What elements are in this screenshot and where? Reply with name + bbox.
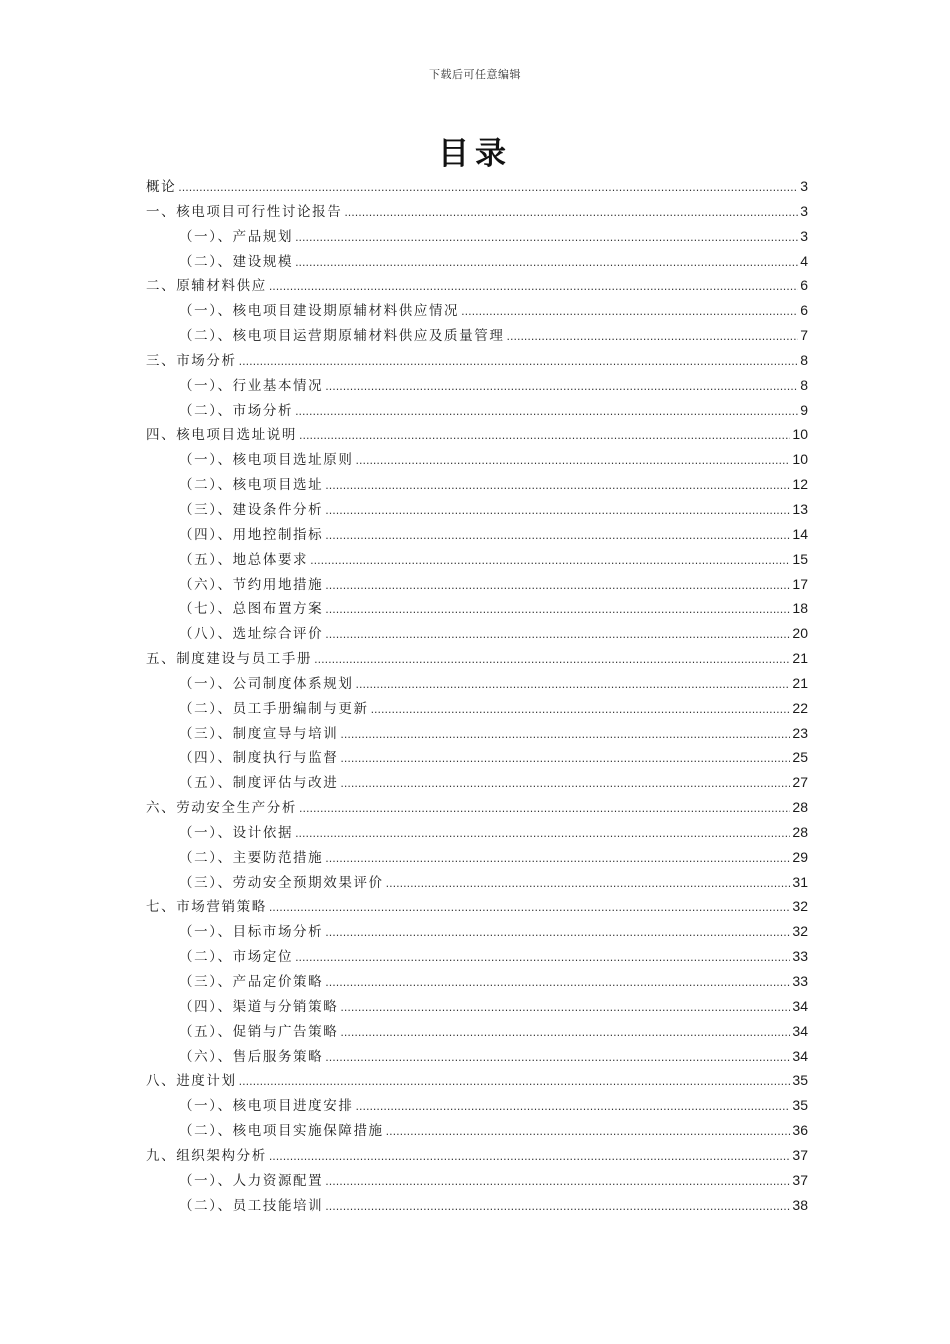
toc-entry-label: 二、原辅材料供应 (146, 278, 267, 295)
toc-entry-label: （六）、售后服务策略 (179, 1048, 324, 1065)
toc-entry-label: 一、核电项目可行性讨论报告 (146, 203, 343, 220)
toc-entry-label: （一）、人力资源配置 (179, 1172, 324, 1189)
toc-section-entry[interactable] (146, 770, 808, 795)
toc-dot-leader (295, 250, 798, 276)
toc-page-number: 14 (792, 525, 808, 542)
toc-page-number: 3 (800, 202, 808, 219)
toc-page-number: 34 (792, 1022, 808, 1039)
toc-dot-leader (371, 697, 791, 723)
toc-page-number: 32 (792, 923, 808, 940)
toc-section-entry[interactable] (146, 994, 808, 1019)
toc-chapter-entry[interactable] (146, 894, 808, 919)
toc-entry-label: （二）、员工手册编制与更新 (179, 700, 369, 717)
toc-section-entry[interactable] (146, 944, 808, 969)
toc-page-number: 25 (792, 749, 808, 766)
toc-section-entry[interactable] (146, 522, 808, 547)
toc-section-entry[interactable] (146, 572, 808, 597)
toc-page-number: 17 (792, 575, 808, 592)
toc-entry-label: （二）、核电项目实施保障措施 (179, 1123, 384, 1140)
toc-chapter-entry[interactable] (146, 174, 808, 199)
toc-section-entry[interactable] (146, 249, 808, 274)
toc-section-entry[interactable] (146, 1118, 808, 1143)
toc-page-number: 21 (792, 674, 808, 691)
toc-dot-leader (386, 871, 791, 897)
toc-chapter-entry[interactable] (146, 795, 808, 820)
toc-entry-label: 九、组织架构分析 (146, 1147, 267, 1164)
toc-entry-label: （五）、制度评估与改进 (179, 775, 339, 792)
toc-dot-leader (386, 1119, 791, 1145)
toc-chapter-entry[interactable] (146, 646, 808, 671)
toc-entry-label: （三）、产品定价策略 (179, 974, 324, 990)
toc-page-number: 10 (792, 426, 808, 443)
toc-page-number: 29 (792, 848, 808, 865)
toc-dot-leader (295, 399, 798, 425)
toc-section-entry[interactable] (146, 547, 808, 572)
toc-dot-leader (314, 647, 790, 673)
toc-chapter-entry[interactable] (146, 199, 808, 224)
toc-page-number: 37 (792, 1146, 808, 1163)
toc-page-number: 35 (792, 1072, 808, 1089)
toc-dot-leader (239, 1069, 791, 1095)
toc-entry-label: （一）、产品规划 (179, 228, 294, 245)
toc-section-entry[interactable] (146, 621, 808, 646)
toc-dot-leader (340, 722, 790, 748)
toc-section-entry[interactable] (146, 1093, 808, 1118)
toc-section-entry[interactable] (146, 745, 808, 770)
toc-dot-leader (178, 175, 798, 201)
toc-entry-label: （一）、核电项目进度安排 (179, 1098, 354, 1115)
toc-dot-leader (269, 274, 798, 300)
toc-page-number: 8 (800, 351, 808, 368)
toc-section-entry[interactable] (146, 1044, 808, 1069)
toc-dot-leader (340, 746, 790, 772)
toc-entry-label: （二）、市场分析 (179, 402, 294, 419)
toc-chapter-entry[interactable] (146, 1143, 808, 1168)
toc-dot-leader (325, 473, 790, 499)
toc-section-entry[interactable] (146, 323, 808, 348)
toc-section-entry[interactable] (146, 969, 808, 994)
toc-dot-leader (299, 796, 790, 822)
toc-dot-leader (325, 846, 790, 872)
toc-page-number: 32 (792, 898, 808, 915)
toc-entry-label: （八）、选址综合评价 (179, 626, 324, 643)
toc-entry-label: （六）、节约用地措施 (179, 576, 324, 593)
toc-dot-leader (325, 498, 790, 524)
toc-page-number: 4 (800, 252, 808, 269)
toc-section-entry[interactable] (146, 870, 808, 895)
toc-page-number: 9 (800, 401, 808, 418)
toc-dot-leader (325, 1045, 790, 1071)
toc-entry-label: （二）、核电项目选址 (179, 477, 324, 494)
toc-dot-leader (340, 995, 790, 1021)
toc-section-entry[interactable] (146, 373, 808, 398)
toc-page-number: 13 (792, 500, 808, 517)
toc-page-number: 18 (792, 600, 808, 617)
toc-page-number: 35 (792, 1097, 808, 1114)
toc-entry-label: 六、劳动安全生产分析 (146, 800, 297, 817)
toc-page-number: 27 (792, 774, 808, 791)
toc-section-entry[interactable] (146, 1193, 808, 1218)
toc-entry-label: （三）、建设条件分析 (179, 501, 324, 518)
toc-page-number: 36 (792, 1122, 808, 1139)
toc-dot-leader (506, 324, 798, 350)
toc-entry-label: （三）、劳动安全预期效果评价 (179, 874, 384, 891)
toc-dot-leader (325, 523, 790, 549)
toc-page-number: 33 (792, 973, 808, 989)
toc-page-number: 7 (800, 327, 808, 344)
toc-page-number: 33 (792, 948, 808, 965)
toc-entry-label: 八、进度计划 (146, 1073, 237, 1090)
toc-page-number: 12 (792, 476, 808, 493)
toc-chapter-entry[interactable] (146, 273, 808, 298)
table-of-contents (146, 174, 808, 1217)
toc-chapter-entry[interactable] (146, 348, 808, 373)
toc-dot-leader (325, 573, 790, 599)
toc-dot-leader (325, 597, 790, 623)
toc-section-entry[interactable] (146, 696, 808, 721)
toc-entry-label: （二）、主要防范措施 (179, 849, 324, 866)
toc-entry-label: （一）、目标市场分析 (179, 924, 324, 941)
toc-dot-leader (355, 1094, 790, 1120)
toc-dot-leader (325, 1194, 790, 1220)
toc-dot-leader (295, 945, 790, 971)
toc-section-entry[interactable] (146, 298, 808, 323)
toc-section-entry[interactable] (146, 820, 808, 845)
toc-section-entry[interactable] (146, 596, 808, 621)
toc-section-entry[interactable] (146, 472, 808, 497)
toc-dot-leader (269, 1144, 791, 1170)
toc-entry-label: （一）、行业基本情况 (179, 377, 324, 394)
toc-entry-label: 七、市场营销策略 (146, 899, 267, 916)
toc-page-number: 6 (800, 277, 808, 294)
toc-dot-leader (461, 299, 798, 325)
toc-section-entry[interactable] (146, 497, 808, 522)
toc-entry-label: （五）、促销与广告策略 (179, 1023, 339, 1040)
toc-dot-leader (325, 970, 790, 996)
toc-page-number: 15 (792, 550, 808, 567)
toc-page-number: 34 (792, 1047, 808, 1064)
toc-page-number: 31 (792, 873, 808, 890)
toc-entry-label: 概论 (146, 179, 177, 195)
toc-section-entry[interactable] (146, 224, 808, 249)
toc-dot-leader (344, 200, 798, 226)
toc-page-number: 28 (792, 799, 808, 816)
toc-entry-label: （二）、员工技能培训 (179, 1197, 324, 1214)
toc-entry-label: （二）、建设规模 (179, 253, 294, 270)
toc-section-entry[interactable] (146, 398, 808, 423)
toc-chapter-entry[interactable] (146, 422, 808, 447)
toc-section-entry[interactable] (146, 845, 808, 870)
header-note: 下载后可任意编辑 (429, 68, 521, 81)
toc-dot-leader (325, 374, 798, 400)
toc-entry-label: （三）、制度宣导与培训 (179, 725, 339, 742)
toc-dot-leader (295, 225, 798, 251)
toc-entry-label: （四）、渠道与分销策略 (179, 998, 339, 1015)
toc-section-entry[interactable] (146, 919, 808, 944)
toc-dot-leader (239, 349, 799, 375)
toc-entry-label: （四）、制度执行与监督 (179, 750, 339, 767)
toc-dot-leader (299, 423, 790, 449)
toc-dot-leader (310, 548, 790, 574)
page-title: 目录 (438, 136, 512, 172)
toc-section-entry[interactable] (146, 447, 808, 472)
toc-section-entry[interactable] (146, 721, 808, 746)
toc-dot-leader (325, 622, 790, 648)
toc-page-number: 3 (800, 178, 808, 194)
toc-page-number: 34 (792, 997, 808, 1014)
toc-dot-leader (325, 1169, 790, 1195)
toc-dot-leader (325, 920, 790, 946)
toc-page-number: 23 (792, 724, 808, 741)
toc-entry-label: 五、制度建设与员工手册 (146, 651, 313, 668)
toc-dot-leader (340, 1020, 790, 1046)
toc-entry-label: （二）、市场定位 (179, 949, 294, 966)
toc-page-number: 37 (792, 1171, 808, 1188)
toc-entry-label: （七）、总图布置方案 (179, 601, 324, 618)
toc-dot-leader (355, 672, 790, 698)
toc-entry-label: （四）、用地控制指标 (179, 526, 324, 543)
toc-page-number: 3 (800, 227, 808, 244)
toc-entry-label: （一）、核电项目建设期原辅材料供应情况 (179, 303, 460, 320)
toc-page-number: 8 (800, 376, 808, 393)
toc-section-entry[interactable] (146, 1019, 808, 1044)
toc-entry-label: （五）、地总体要求 (179, 551, 309, 568)
toc-dot-leader (295, 821, 790, 847)
toc-section-entry[interactable] (146, 1168, 808, 1193)
toc-entry-label: （一）、设计依据 (179, 824, 294, 841)
toc-section-entry[interactable] (146, 671, 808, 696)
toc-page-number: 20 (792, 625, 808, 642)
toc-dot-leader (355, 448, 790, 474)
toc-chapter-entry[interactable] (146, 1068, 808, 1093)
toc-entry-label: （一）、公司制度体系规划 (179, 675, 354, 692)
toc-page-number: 22 (792, 699, 808, 716)
toc-page-number: 38 (792, 1196, 808, 1213)
toc-page-number: 6 (800, 302, 808, 319)
toc-page-number: 10 (792, 451, 808, 468)
toc-entry-label: 三、市场分析 (146, 352, 237, 369)
toc-page-number: 28 (792, 823, 808, 840)
toc-dot-leader (269, 895, 791, 921)
toc-page-number: 21 (792, 650, 808, 667)
toc-entry-label: 四、核电项目选址说明 (146, 427, 297, 444)
toc-entry-label: （一）、核电项目选址原则 (179, 452, 354, 469)
toc-entry-label: （二）、核电项目运营期原辅材料供应及质量管理 (179, 328, 505, 345)
toc-dot-leader (340, 771, 790, 797)
